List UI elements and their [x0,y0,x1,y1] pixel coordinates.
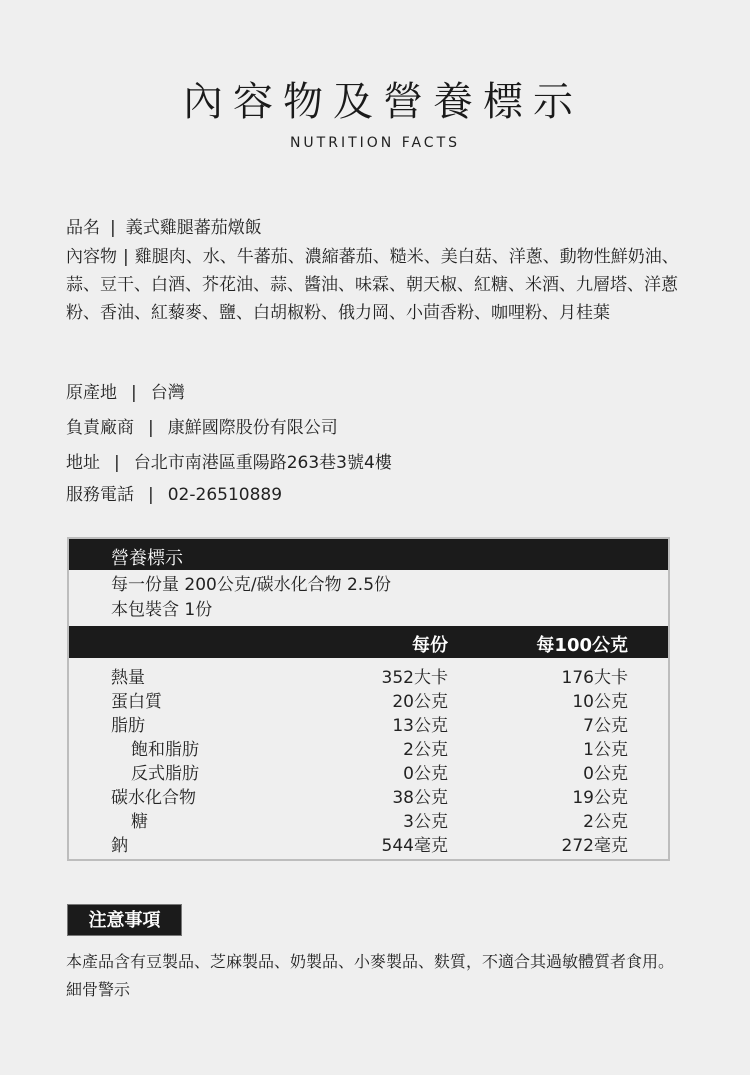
value-per-serving: 20公克 [392,692,448,712]
value-per-100g: 7公克 [583,716,628,736]
bone-warning: 細骨警示 [66,980,131,999]
vendor-line [66,414,338,442]
table-row [69,714,668,738]
value-per-100g: 10公克 [572,692,628,712]
table-row [69,762,668,786]
vendor-value: 康鮮國際股份有限公司 [167,418,338,438]
page-title: 內容物及營養標示 [183,79,583,125]
separator: | [123,247,129,267]
notice-text [66,948,716,1004]
column-per-serving: 每份 [412,635,448,656]
table-row [69,810,668,834]
value-per-serving: 38公克 [392,788,448,808]
origin-value: 台灣 [150,383,185,403]
serving-size: 每一份量 200公克/碳水化合物 2.5份 [111,575,392,595]
separator: | [131,383,137,403]
table-row [69,834,668,858]
column-per-100g: 每100公克 [536,635,628,656]
value-per-serving: 13公克 [392,716,448,736]
value-per-serving: 3公克 [403,812,448,832]
origin-line [66,379,185,407]
value-per-serving: 0公克 [403,764,448,784]
allergen-warning: 本產品含有豆製品、芝麻製品、奶製品、小麥製品、麩質，不適合其過敏體質者食用。 [66,952,675,971]
vendor-label: 負責廠商 [66,418,134,438]
phone-line [66,481,282,509]
table-row [69,786,668,810]
address-value: 台北市南港區重陽路263巷3號4樓 [133,453,392,473]
table-row [69,666,668,690]
origin-label: 原產地 [66,383,117,403]
value-per-serving: 352大卡 [381,668,448,688]
nutrition-table-header [69,539,668,570]
phone-value: 02-26510889 [167,485,283,505]
servings-per-package: 本包裝含 1份 [111,600,213,620]
value-per-100g: 272毫克 [561,836,628,856]
separator: | [148,485,154,505]
nutrient-name: 脂肪 [111,716,145,736]
ingredients-value: 雞腿肉、水、牛蕃茄、濃縮蕃茄、糙米、美白菇、洋蔥、動物性鮮奶油、蒜、豆干、白酒、芥花油、蒜、醬油、味霖、朝天椒、紅糖、米酒、九層塔、洋蔥粉、香油、紅藜麥、鹽、白胡椒粉、俄力岡、小茴香粉、咖哩粉、月桂葉 [66,247,679,323]
value-per-100g: 19公克 [572,788,628,808]
nutrient-name: 糖 [131,812,148,832]
value-per-serving: 2公克 [403,740,448,760]
nutrition-column-header [69,626,668,658]
separator: | [110,218,116,238]
nutrient-name: 熱量 [111,668,145,688]
ingredients-block [66,243,696,327]
nutrient-name: 反式脂肪 [131,764,199,784]
product-name-line [66,214,696,242]
separator: | [148,418,154,438]
separator: | [114,453,120,473]
table-row [69,690,668,714]
nutrition-table [67,537,670,861]
table-row [69,738,668,762]
nutrient-name: 蛋白質 [111,692,162,712]
value-per-100g: 0公克 [583,764,628,784]
notice-label: 注意事項 [67,904,182,936]
phone-label: 服務電話 [66,485,134,505]
value-per-serving: 544毫克 [381,836,448,856]
product-name-label: 品名 [66,218,100,238]
product-name-value: 義式雞腿蕃茄燉飯 [125,218,262,238]
address-label: 地址 [66,453,100,473]
nutrition-title: 營養標示 [111,548,183,569]
ingredients-label: 內容物 [66,247,117,267]
address-line [66,449,392,477]
value-per-100g: 176大卡 [561,668,628,688]
value-per-100g: 2公克 [583,812,628,832]
nutrient-name: 碳水化合物 [111,788,196,808]
serving-info [111,573,391,623]
nutrient-name: 鈉 [111,836,128,856]
value-per-100g: 1公克 [583,740,628,760]
page-subtitle: NUTRITION FACTS [289,135,461,151]
nutrient-name: 飽和脂肪 [131,740,199,760]
